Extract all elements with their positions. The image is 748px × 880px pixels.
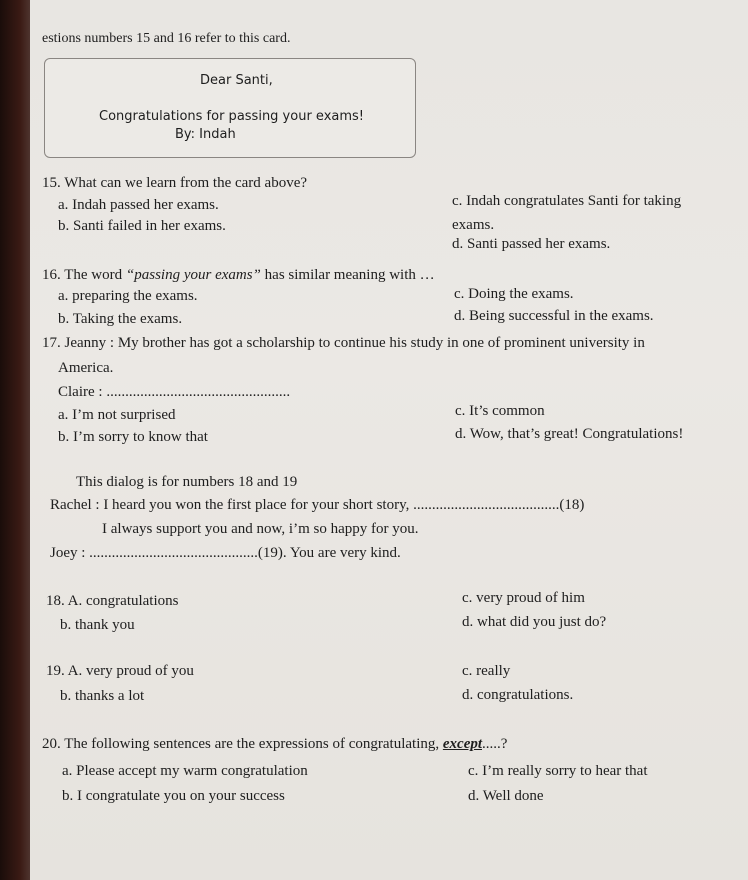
q16-quoted-phrase: “passing your exams” bbox=[125, 267, 261, 283]
q17-jeanny-line: 17. Jeanny : My brother has got a scholarship to continue his study in one of prominent university in bbox=[42, 335, 645, 351]
q16-option-c: c. Doing the exams. bbox=[454, 286, 574, 302]
q15-option-d: d. Santi passed her exams. bbox=[452, 236, 611, 252]
q17-jeanny-line-cont: America. bbox=[58, 360, 114, 376]
q19-option-d: d. congratulations. bbox=[462, 687, 574, 703]
q15-option-a: a. Indah passed her exams. bbox=[58, 197, 219, 213]
card-greeting: Dear Santi, bbox=[200, 73, 273, 88]
q18-option-a: 18. A. congratulations bbox=[46, 593, 179, 609]
q15-option-b: b. Santi failed in her exams. bbox=[58, 218, 226, 234]
q17-option-d: d. Wow, that’s great! Congratulations! bbox=[455, 426, 684, 442]
q18-option-c: c. very proud of him bbox=[462, 590, 585, 606]
q15-option-c-cont: exams. bbox=[452, 217, 495, 233]
q17-option-b: b. I’m sorry to know that bbox=[58, 429, 208, 445]
q20-option-b: b. I congratulate you on your success bbox=[62, 788, 285, 804]
q18-option-b: b. thank you bbox=[60, 617, 135, 633]
q20-option-c: c. I’m really sorry to hear that bbox=[468, 763, 648, 779]
q15-question: 15. What can we learn from the card above? bbox=[42, 175, 308, 191]
q15-option-c: c. Indah congratulates Santi for taking bbox=[452, 193, 682, 209]
dialog-intro: This dialog is for numbers 18 and 19 bbox=[76, 474, 298, 490]
q19-option-c: c. really bbox=[462, 663, 511, 679]
q20-option-a: a. Please accept my warm congratulation bbox=[62, 763, 308, 779]
card-intro: estions numbers 15 and 16 refer to this card. bbox=[42, 31, 291, 46]
q16-question: 16. The word “passing your exams” has similar meaning with … bbox=[42, 267, 435, 283]
q19-option-a: 19. A. very proud of you bbox=[46, 663, 194, 679]
q17-option-a: a. I’m not surprised bbox=[58, 407, 176, 423]
q17-option-c: c. It’s common bbox=[455, 403, 545, 419]
dialog-rachel-line-cont: I always support you and now, i’m so happy for you. bbox=[102, 521, 419, 537]
q20-option-d: d. Well done bbox=[468, 788, 544, 804]
q20-question: 20. The following sentences are the expressions of congratulating, except.....? bbox=[42, 736, 508, 752]
card-signature: By: Indah bbox=[175, 127, 236, 142]
q16-option-b: b. Taking the exams. bbox=[58, 311, 183, 327]
card-message: Congratulations for passing your exams! bbox=[99, 109, 365, 124]
dialog-rachel-line: Rachel : I heard you won the first place for your short story, .......................................(18) bbox=[50, 497, 585, 513]
q16-option-a: a. preparing the exams. bbox=[58, 288, 198, 304]
greeting-card bbox=[44, 58, 416, 158]
q19-option-b: b. thanks a lot bbox=[60, 688, 145, 704]
dialog-joey-line: Joey : .............................................(19). You are very kind. bbox=[50, 545, 401, 561]
q16-option-d: d. Being successful in the exams. bbox=[454, 308, 654, 324]
q20-except-word: except bbox=[442, 736, 483, 752]
q18-option-d: d. what did you just do? bbox=[462, 614, 607, 630]
q17-claire-line: Claire : ................................................. bbox=[58, 384, 291, 400]
